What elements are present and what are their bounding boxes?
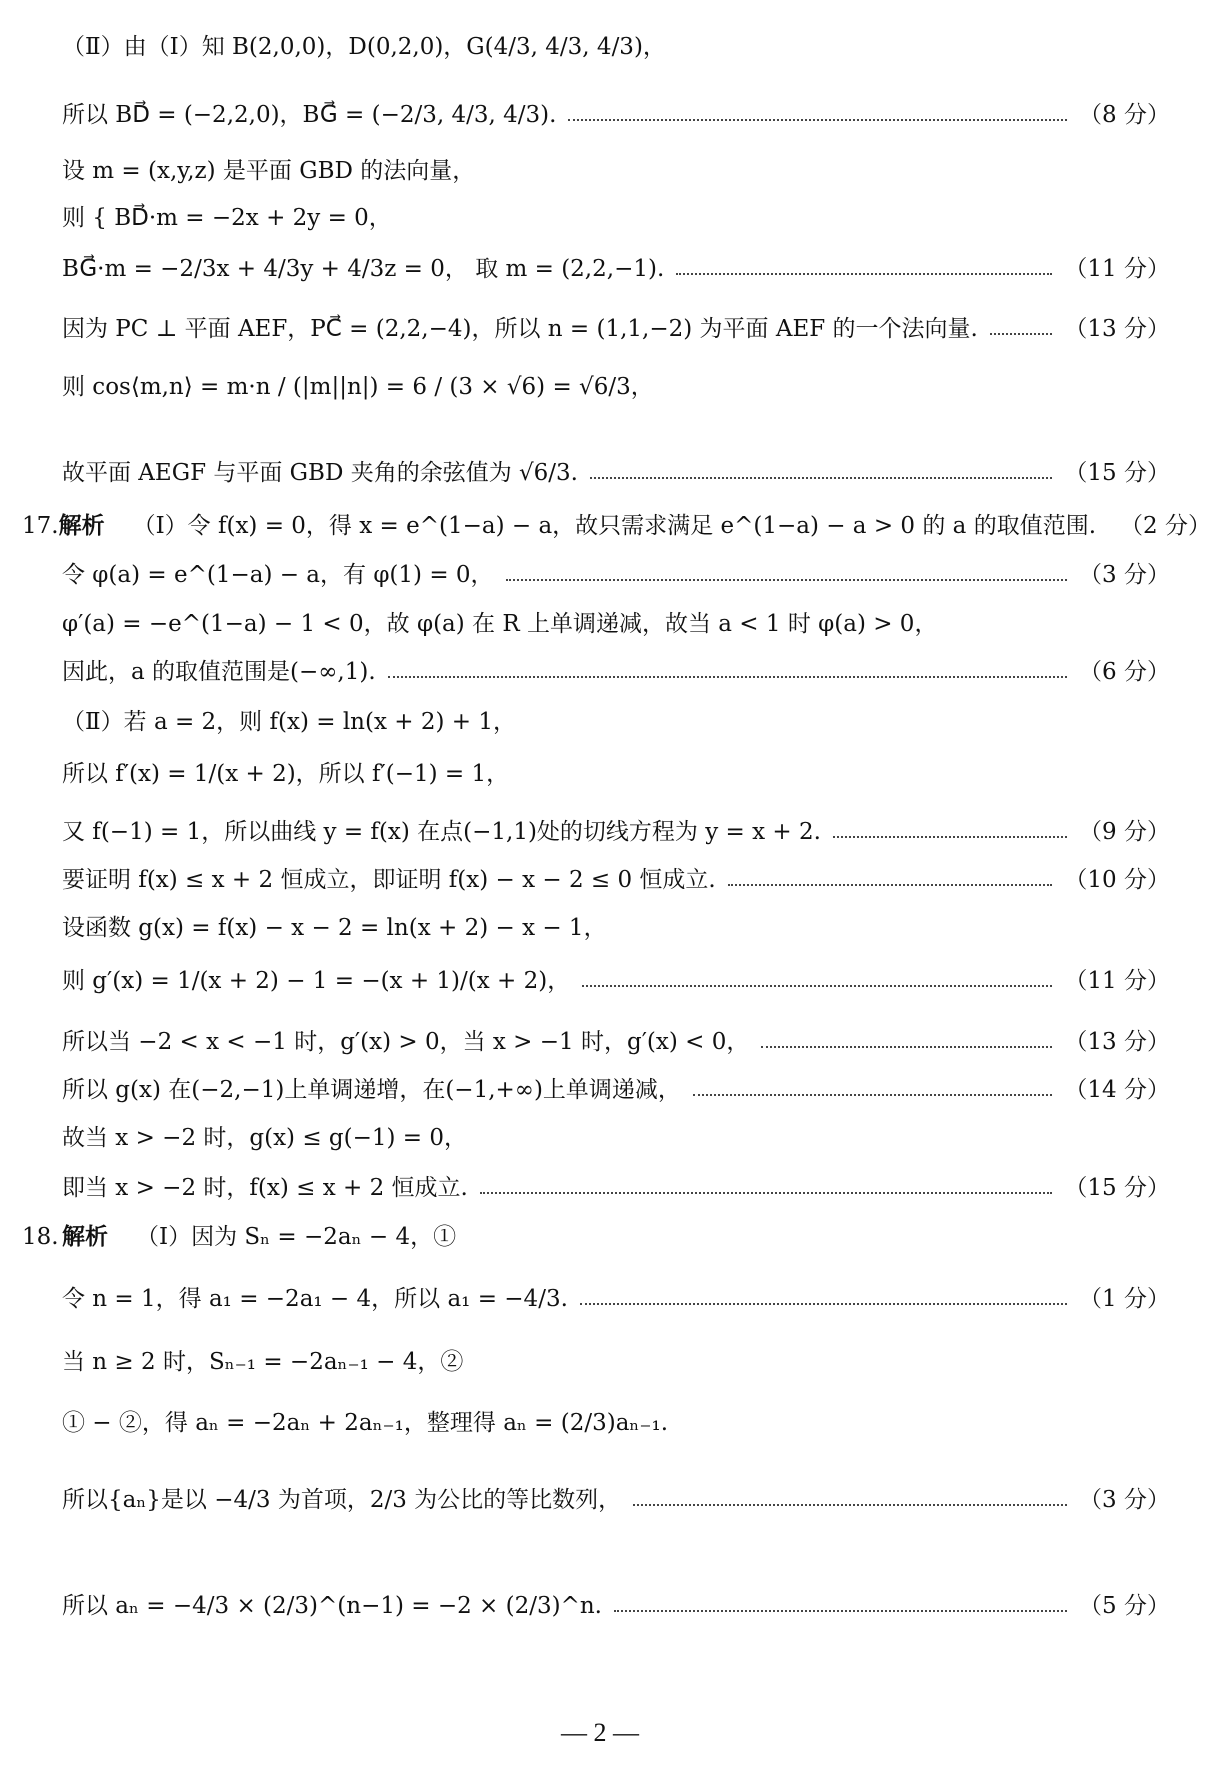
dot-leader [728, 884, 1053, 886]
solution-line: 要证明 f(x) ≤ x + 2 恒成立，即证明 f(x) − x − 2 ≤ 0 恒成立. （10 分） [62, 867, 1170, 893]
score-label: （2 分） [1120, 513, 1211, 539]
question-number: 17. [22, 513, 59, 539]
score-label: （13 分） [1064, 1029, 1170, 1055]
score-label: （11 分） [1064, 256, 1170, 282]
dot-leader [990, 333, 1053, 335]
solution-line: 所以 f′(x) = 1/(x + 2)，所以 f′(−1) = 1， [62, 761, 510, 787]
solution-line: 因为 PC ⊥ 平面 AEF，PC⃗ = (2,2,−4)，所以 n = (1,1,−2) 为平面 AEF 的一个法向量. （13 分） [62, 316, 1170, 342]
solution-line: （Ⅱ）由（Ⅰ）知 B(2,0,0)，D(0,2,0)，G(4/3, 4/3, 4/3)， [62, 34, 666, 60]
dot-leader [614, 1610, 1067, 1612]
score-label: （15 分） [1064, 1175, 1170, 1201]
solution-line: 令 φ(a) = e^(1−a) − a，有 φ(1) = 0， （3 分） [62, 562, 1170, 588]
solution-line: 设函数 g(x) = f(x) − x − 2 = ln(x + 2) − x − 1， [62, 915, 607, 941]
dot-leader [676, 273, 1052, 275]
score-label: （13 分） [1064, 316, 1170, 342]
dot-leader [582, 985, 1052, 987]
score-label: （9 分） [1079, 819, 1170, 845]
solution-line: 所以 aₙ = −4/3 × (2/3)^(n−1) = −2 × (2/3)^n. （5 分） [62, 1593, 1170, 1619]
analysis-tag: 解析 [62, 1224, 108, 1250]
solution-line: 因此，a 的取值范围是(−∞,1). （6 分） [62, 659, 1170, 685]
score-label: （11 分） [1064, 968, 1170, 994]
score-label: （10 分） [1064, 867, 1170, 893]
solution-line: 设 m = (x,y,z) 是平面 GBD 的法向量， [62, 158, 476, 184]
dot-leader [506, 579, 1068, 581]
analysis-tag: 解析 [58, 513, 105, 539]
dot-leader [693, 1094, 1052, 1096]
score-label: （14 分） [1064, 1077, 1170, 1103]
dot-leader [590, 477, 1052, 479]
solution-line: 故当 x > −2 时，g(x) ≤ g(−1) = 0， [62, 1125, 468, 1151]
solution-line: （Ⅱ）若 a = 2，则 f(x) = ln(x + 2) + 1， [62, 709, 516, 735]
solution-line: 即当 x > −2 时，f(x) ≤ x + 2 恒成立. （15 分） [62, 1175, 1170, 1201]
solution-line: ① − ②，得 aₙ = −2aₙ + 2aₙ₋₁，整理得 aₙ = (2/3)aₙ₋₁. [62, 1410, 669, 1436]
solution-line: 则 g′(x) = 1/(x + 2) − 1 = −(x + 1)/(x + 2)， （11 分） [62, 968, 1170, 994]
score-label: （1 分） [1079, 1286, 1170, 1312]
page-number: — 2 — [561, 1718, 639, 1747]
solution-line: φ′(a) = −e^(1−a) − 1 < 0，故 φ(a) 在 R 上单调递减，故当 a < 1 时 φ(a) > 0， [62, 611, 938, 637]
score-label: （5 分） [1079, 1593, 1170, 1619]
solution-line: 当 n ≥ 2 时，Sₙ₋₁ = −2aₙ₋₁ − 4，② [62, 1349, 464, 1375]
dot-leader [580, 1303, 1067, 1305]
score-label: （6 分） [1079, 659, 1170, 685]
solution-line: 故平面 AEGF 与平面 GBD 夹角的余弦值为 √6/3. （15 分） [62, 460, 1170, 486]
dot-leader [633, 1504, 1067, 1506]
solution-line: 则 { BD⃗·m = −2x + 2y = 0， [62, 205, 392, 231]
solution-line: 又 f(−1) = 1，所以曲线 y = f(x) 在点(−1,1)处的切线方程为 y = x + 2. （9 分） [62, 819, 1170, 845]
dot-leader [480, 1192, 1053, 1194]
score-label: （3 分） [1079, 1487, 1170, 1513]
solution-line: BG⃗·m = −2/3x + 4/3y + 4/3z = 0， 取 m = (2,2,−1). （11 分） [62, 256, 1170, 282]
question-number: 18. [22, 1224, 59, 1250]
score-label: （3 分） [1079, 562, 1170, 588]
solution-line: 所以 g(x) 在(−2,−1)上单调递增，在(−1,+∞)上单调递减， （14 分） [62, 1077, 1170, 1103]
dot-leader [568, 119, 1067, 121]
question-17-header: 17. 解析 （Ⅰ）令 f(x) = 0，得 x = e^(1−a) − a，故只需求满足 e^(1−a) − a > 0 的 a 的取值范围. （2 分） [22, 513, 1211, 539]
dot-leader [833, 836, 1067, 838]
solution-line: 所以{aₙ}是以 −4/3 为首项，2/3 为公比的等比数列， （3 分） [62, 1487, 1170, 1513]
question-18-header: 18. 解析 （Ⅰ）因为 Sₙ = −2aₙ − 4，① [22, 1224, 457, 1250]
score-label: （8 分） [1079, 102, 1170, 128]
score-label: （15 分） [1064, 460, 1170, 486]
solution-line: 则 cos⟨m,n⟩ = m·n / (|m||n|) = 6 / (3 × √6) = √6/3， [62, 374, 654, 400]
solution-line: 所以当 −2 < x < −1 时，g′(x) > 0，当 x > −1 时，g′(x) < 0， （13 分） [62, 1029, 1170, 1055]
solution-line: 所以 BD⃗ = (−2,2,0)，BG⃗ = (−2/3, 4/3, 4/3). （8 分） [62, 102, 1170, 128]
dot-leader [761, 1046, 1052, 1048]
dot-leader [388, 676, 1067, 678]
solution-line: 令 n = 1，得 a₁ = −2a₁ − 4，所以 a₁ = −4/3. （1 分） [62, 1286, 1170, 1312]
